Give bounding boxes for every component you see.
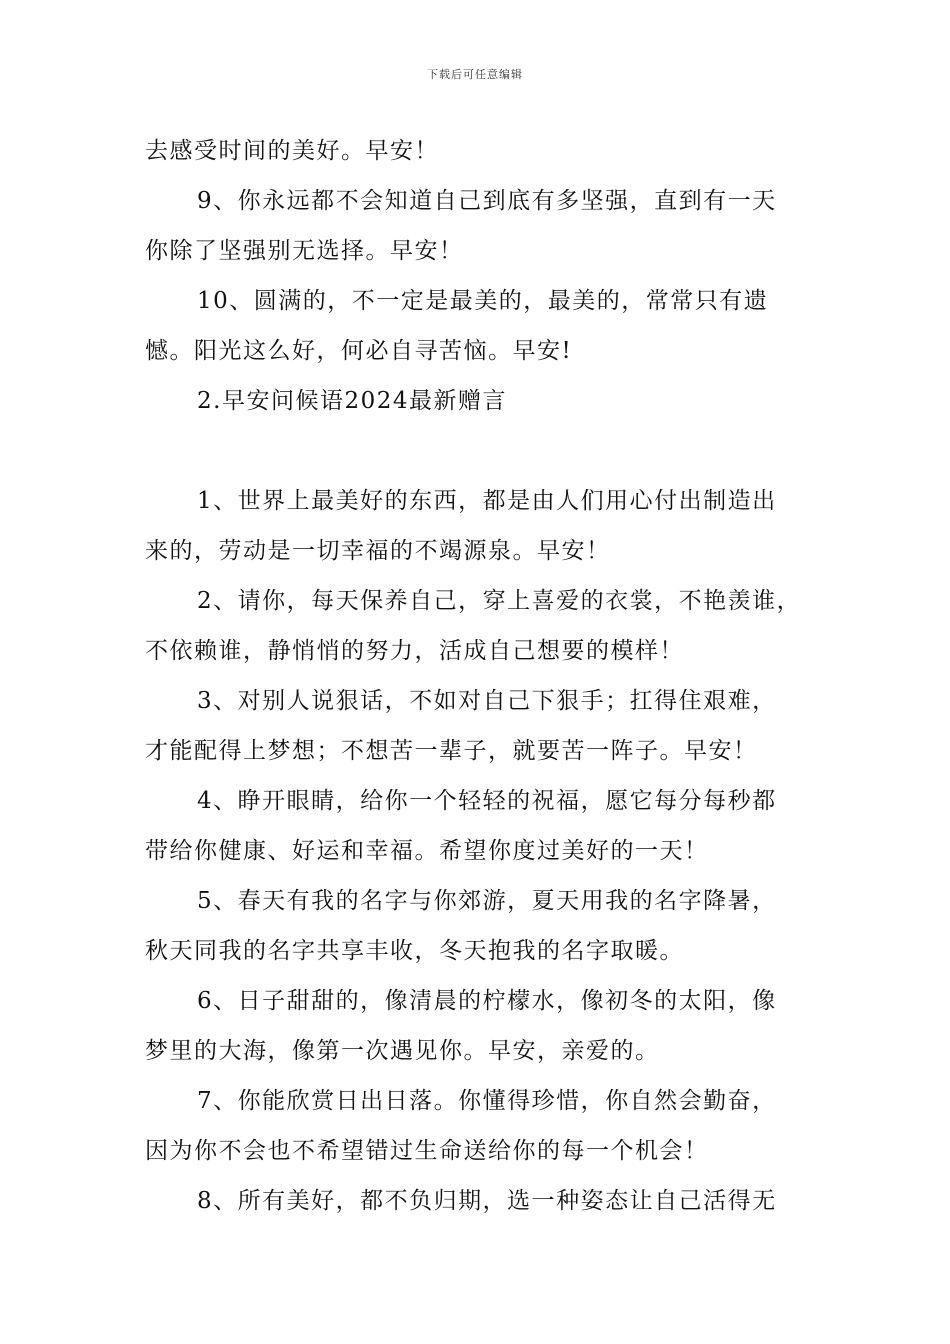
text-line: 才能配得上梦想；不想苦一辈子，就要苦一阵子。早安！ <box>145 738 758 764</box>
text-line: 10、圆满的，不一定是最美的，最美的，常常只有遗 <box>197 288 769 314</box>
text-line: 带给你健康、好运和幸福。希望你度过美好的一天！ <box>145 838 709 864</box>
text-line: 因为你不会也不希望错过生命送给你的每一个机会！ <box>145 1138 709 1164</box>
section-heading: 2.早安问候语2024最新赠言 <box>197 388 507 414</box>
text-line: 3、对别人说狠话，不如对自己下狠手；扛得住艰难， <box>197 688 777 714</box>
text-line: 梦里的大海，像第一次遇见你。早安，亲爱的。 <box>145 1038 660 1064</box>
page-header: 下载后可任意编辑 <box>427 68 523 81</box>
text-line: 9、你永远都不会知道自己到底有多坚强，直到有一天 <box>197 188 777 214</box>
text-line: 7、你能欣赏日出日落。你懂得珍惜，你自然会勤奋， <box>197 1088 777 1114</box>
blank-line <box>145 426 825 476</box>
text-line: 去感受时间的美好。早安！ <box>145 138 439 164</box>
text-line: 不依赖谁，静悄悄的努力，活成自己想要的模样！ <box>145 638 684 664</box>
text-line: 8、所有美好，都不负归期，选一种姿态让自己活得无 <box>197 1188 777 1214</box>
text-line: 6、日子甜甜的，像清晨的柠檬水，像初冬的太阳，像 <box>197 988 777 1014</box>
text-line: 2、请你，每天保养自己，穿上喜爱的衣裳，不艳羡谁， <box>197 588 802 614</box>
text-line: 4、睁开眼睛，给你一个轻轻的祝福，愿它每分每秒都 <box>197 788 777 814</box>
document-body <box>145 126 825 1226</box>
text-line: 来的，劳动是一切幸福的不竭源泉。早安！ <box>145 538 611 564</box>
text-line: 憾。阳光这么好，何必自寻苦恼。早安! <box>145 338 573 364</box>
text-line: 5、春天有我的名字与你郊游，夏天用我的名字降暑， <box>197 888 777 914</box>
text-line: 1、世界上最美好的东西，都是由人们用心付出制造出 <box>197 488 777 514</box>
text-line: 秋天同我的名字共享丰收，冬天抱我的名字取暖。 <box>145 938 684 964</box>
text-line: 你除了坚强别无选择。早安！ <box>145 238 464 264</box>
